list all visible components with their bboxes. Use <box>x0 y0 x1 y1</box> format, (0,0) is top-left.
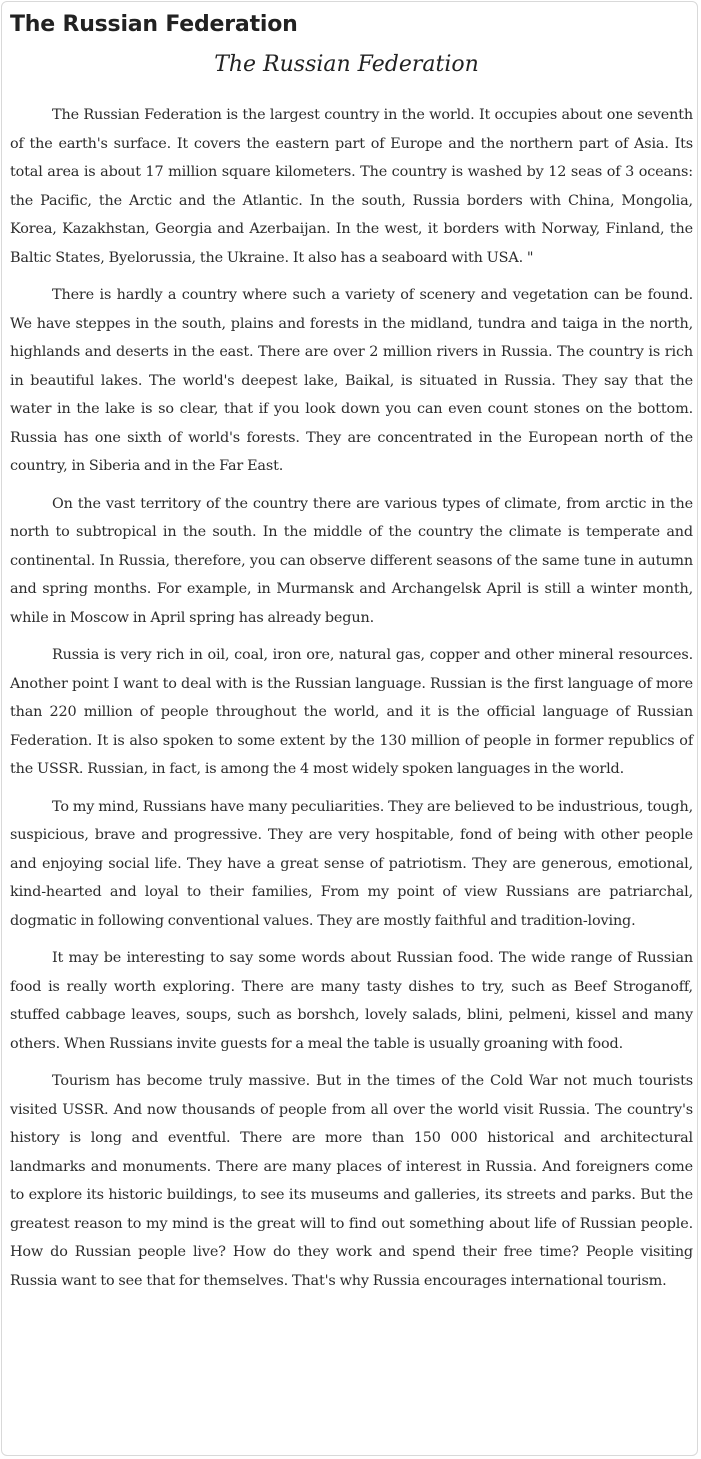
paragraph-climate: On the vast territory of the country there are various types of climate, from arctic in the north to subtropical in the south. In the middle of the country the climate is temperate and continental. In Russia, therefore, you can observe different seasons of the same tune in autumn and spring months. For example, in Murmansk and Archangelsk April is still a winter month, while in Moscow in April spring has already begun. <box>10 495 693 626</box>
paragraph-people: To my mind, Russians have many peculiarities. They are believed to be industrious, tough, suspicious, brave and progressive. They are very hospitable, fond of being with other people and enjoying social life. They have a great sense of patriotism. They are generous, emotional, kind-hearted and loyal to their families, From my point of view Russians are patriarchal, dogmatic in following conventional values. They are mostly faithful and tradition-loving. <box>10 798 693 929</box>
article-body <box>10 101 693 1304</box>
paragraph-geography: The Russian Federation is the largest country in the world. It occupies about one seventh of the earth's surface. It covers the eastern part of Europe and the northern part of Asia. Its total area is about 17 million square kilometers. The country is washed by 12 seas of 3 oceans: the Pacific, the Arctic and the Atlantic. In the south, Russia borders with China, Mongolia, Korea, Kazakhstan, Georgia and Azerbaijan. In the west, it borders with Norway, Finland, the Baltic States, Byelorussia, the Ukraine. It also has a seaboard with USA. " <box>10 107 693 266</box>
paragraph-tourism: Tourism has become truly massive. But in the times of the Cold War not much tourists visited USSR. And now thousands of people from all over the world visit Russia. The country's history is long and eventful. There are more than 150 000 historical and architectural landmarks and monuments. There are many places of interest in Russia. And foreigners come to explore its historic buildings, to see its museums and galleries, its streets and parks. But the greatest reason to my mind is the great will to find out something about life of Russian people. How do Russian people live? How do they work and spend their free time? People visiting Russia want to see that for themselves. That's why Russia encourages international tourism. <box>10 1073 693 1289</box>
article-card <box>1 1 698 1456</box>
paragraph-resources-language: Russia is very rich in oil, coal, iron ore, natural gas, copper and other mineral resources. Another point I want to deal with is the Russian language. Russian is the first language of more than 220 million of people throughout the world, and it is the official language of Russian Federation. It is also spoken to some extent by the 130 million of people in former republics of the USSR. Russian, in fact, is among the 4 most widely spoken languages in the world. <box>10 647 693 777</box>
page-heading: The Russian Federation <box>10 12 298 37</box>
paragraph-nature: There is hardly a country where such a variety of scenery and vegetation can be found. We have steppes in the south, plains and forests in the midland, tundra and taiga in the north, highlands and deserts in the east. There are over 2 million rivers in Russia. The country is rich in beautiful lakes. The world's deepest lake, Baikal, is situated in Russia. They say that the water in the lake is so clear, that if you look down you can even count stones on the bottom. Russia has one sixth of world's forests. They are concentrated in the European north of the country, in Siberia and in the Far East. <box>10 287 693 474</box>
paragraph-food: It may be interesting to say some words about Russian food. The wide range of Russian food is really worth exploring. There are many tasty dishes to try, such as Beef Stroganoff, stuffed cabbage leaves, soups, such as borshch, lovely salads, blini, pelmeni, kissel and many others. When Russians invite guests for a meal the table is usually groaning with food. <box>10 950 693 1052</box>
article-title: The Russian Federation <box>214 52 479 77</box>
